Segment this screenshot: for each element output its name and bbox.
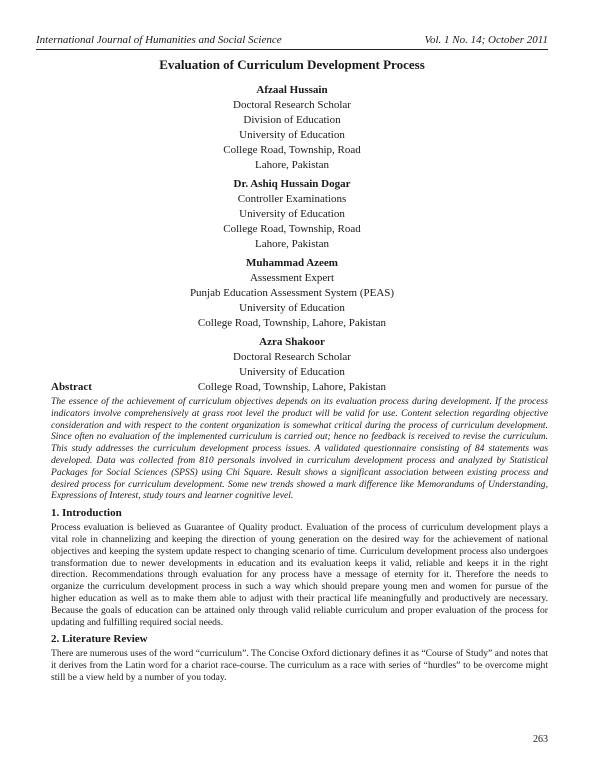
header-rule bbox=[36, 49, 548, 50]
affiliation-line: Assessment Expert bbox=[249, 272, 334, 284]
paper-body bbox=[51, 380, 548, 688]
affiliation-line: Division of Education bbox=[243, 114, 341, 126]
introduction-heading: 1. Introduction bbox=[51, 507, 122, 520]
author-name: Dr. Ashiq Hussain Dogar bbox=[233, 178, 351, 190]
affiliation-line: Doctoral Research Scholar bbox=[233, 99, 351, 111]
affiliation-line: College Road, Township, Road bbox=[223, 223, 361, 235]
affiliation-line: Punjab Education Assessment System (PEAS) bbox=[189, 287, 395, 299]
author-block bbox=[36, 177, 548, 252]
author-block bbox=[36, 83, 548, 173]
literature-review-text: There are numerous uses of the word “curriculum”. The Concise Oxford dictionary defines it as “Course of Study” and notes that it derives from the Latin word for a chariot race-course. The curriculum as a race with series of “hurdles” to be overcome might still be a view held by a number of you today. bbox=[51, 648, 548, 683]
affiliation-line: College Road, Township, Lahore, Pakistan bbox=[197, 317, 387, 329]
affiliation-line: University of Education bbox=[239, 129, 345, 141]
author-name: Afzaal Hussain bbox=[256, 84, 328, 96]
paper-title: Evaluation of Curriculum Development Process bbox=[159, 57, 425, 72]
page-number: 263 bbox=[533, 734, 548, 745]
affiliation-line: University of Education bbox=[239, 366, 345, 378]
affiliation-line: Doctoral Research Scholar bbox=[233, 351, 351, 363]
author-list bbox=[36, 83, 548, 399]
author-block bbox=[36, 256, 548, 331]
affiliation-line: Lahore, Pakistan bbox=[255, 159, 329, 171]
affiliation-line: University of Education bbox=[239, 302, 345, 314]
abstract-text: The essence of the achievement of curriculum objectives depends on its evaluation process during development. If the process indicators involve comprehensively at grass root level the product will be valid for use. Content selection regarding objective consideration and with respect to the content organization is somewhat critical during the process of curriculum development. Since often no evaluation of the implemented curriculum is carried out; hence no feedback is received to revise the curriculum. This study addresses the curriculum development process issues. A validated questionnaire consisting of 84 statements was developed. Data was collected from 810 personals involved in curriculum development process and analyzed by Statistical Packages for Social Sciences (SPSS) using Chi Square. Result shows a significant association between existing process and desired process for curriculum development. Some new trends showed a mark difference like Memorandums of Understanding, Expressions of Interest, study tours and learner cognitive level. bbox=[51, 396, 548, 502]
running-header bbox=[36, 34, 548, 47]
abstract-heading: Abstract bbox=[51, 381, 92, 393]
affiliation-line: Lahore, Pakistan bbox=[255, 238, 329, 250]
author-name: Muhammad Azeem bbox=[246, 257, 338, 269]
volume-info: Vol. 1 No. 14; October 2011 bbox=[424, 34, 548, 46]
journal-name: International Journal of Humanities and Social Science bbox=[36, 34, 282, 46]
introduction-text: Process evaluation is believed as Guarantee of Quality product. Evaluation of the process of curriculum development plays a vital role in channelizing and keeping the direction of young generation on the desired way for the achievement of national objectives and keeping the system update respect to changing scenario of time. Curriculum development process also undergoes transformation due to newer developments in education and its evaluation keeps it valid, reliable and keeps it in the right direction. Recommendations through evaluation for any process have a message of eternity for it. Therefore the needs to organize the curriculum development process in such a way which should prepare young men and women for pursue of the higher education as well as to make them able to adjust with their practical life meaningfully and productively are necessary. Because the goals of education can be attained only through valid reliable curriculum and proper evaluation of the process for updating and fulfilling required social needs. bbox=[51, 522, 548, 628]
affiliation-line: College Road, Township, Road bbox=[223, 144, 361, 156]
affiliation-line: Controller Examinations bbox=[237, 193, 347, 205]
author-name: Azra Shakoor bbox=[259, 336, 325, 348]
literature-review-heading: 2. Literature Review bbox=[51, 633, 148, 646]
affiliation-line: University of Education bbox=[239, 208, 345, 220]
affiliation-line: College Road, Township, Lahore, Pakistan bbox=[197, 381, 387, 393]
